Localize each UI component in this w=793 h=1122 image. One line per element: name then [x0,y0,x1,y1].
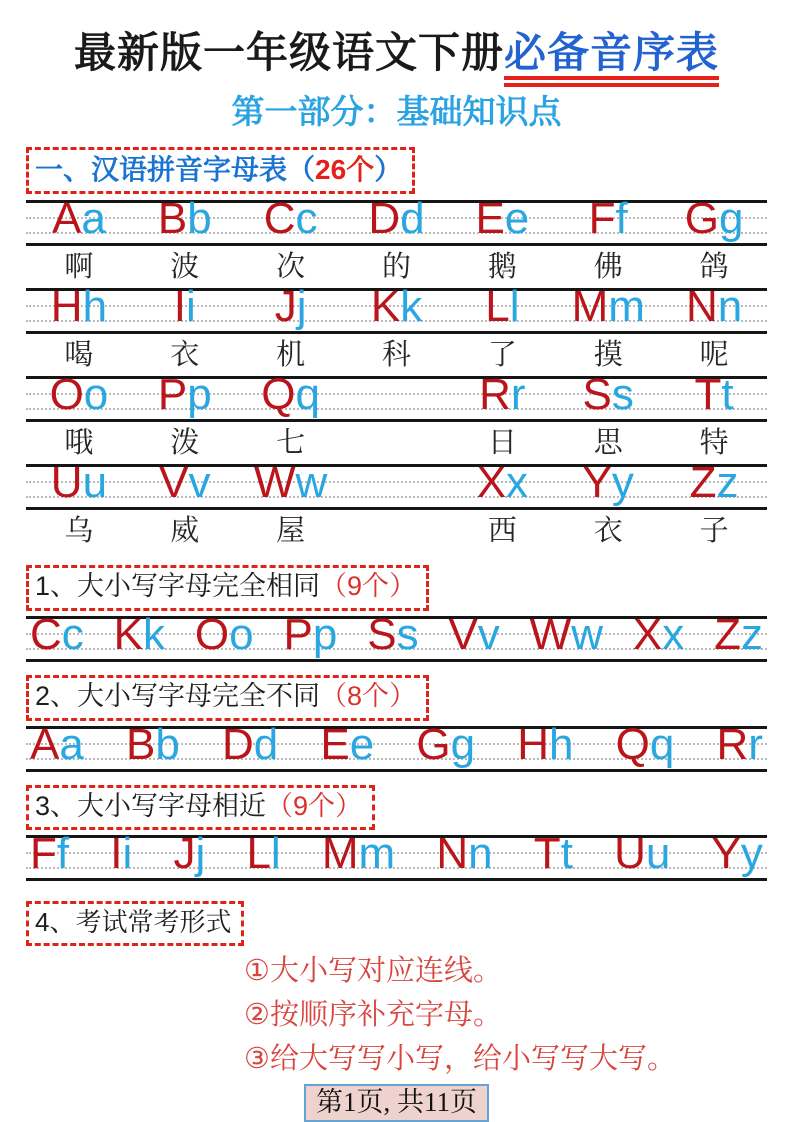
pronunciation-char: 日 [487,427,517,459]
pronunciation-char: 思 [593,427,623,459]
lowercase-letter: d [400,194,425,243]
lowercase-letter: q [649,719,675,769]
letter-pair-Ww [529,609,603,659]
letter-pair-Ff [30,829,70,879]
lowercase-letter: l [509,282,520,331]
capital-letter: D [368,194,401,243]
capital-letter: N [685,282,718,331]
page-number-badge: 第1页, 共11页 [304,1084,489,1122]
letter-pair-Rr [716,719,763,769]
letter-pair-Yy [711,829,763,879]
capital-letter: M [571,282,609,331]
letter-cell [132,194,238,243]
lowercase-letter: h [82,282,108,331]
letter-cell [238,370,344,419]
alphabet-letter-row-1 [26,194,767,246]
lowercase-letter: y [611,458,634,507]
capital-letter: S [367,609,397,659]
lowercase-letter: b [187,194,212,243]
letter-pair-Cc [30,609,84,659]
capital-letter: E [475,194,505,243]
capital-letter: B [157,194,188,243]
pronunciation-row-2 [26,334,767,376]
exam-form-item-3: ③给大写写小写，给小写写大写。 [244,1042,676,1075]
pronunciation-char: 次 [276,251,306,283]
alphabet-letter-row-3 [26,370,767,422]
capital-letter: N [436,829,469,879]
capital-letter: G [684,194,719,243]
capital-letter: U [614,829,646,879]
letter-pair-Ww [254,458,327,507]
lowercase-letter: y [740,829,763,879]
capital-letter: M [321,829,359,879]
letter-cell [555,194,661,243]
section-header-exam-forms: 4、考试常考形式 [26,901,244,946]
capital-letter: U [50,458,83,507]
lowercase-letter: e [504,194,530,243]
pronunciation-char: 波 [170,251,200,283]
section1-count: 26个 [315,154,375,185]
group-letter-row-2 [26,719,767,772]
lowercase-letter: s [396,609,419,659]
lowercase-letter: z [716,458,739,507]
capital-letter: Y [582,458,612,507]
pronunciation-char: 佛 [593,251,623,283]
letter-cell [449,194,555,243]
capital-letter: H [517,719,549,769]
alphabet-letter-row-2 [26,282,767,334]
capital-letter: B [125,719,156,769]
capital-letter: Z [714,609,741,659]
group-paren-open: （ [320,680,348,711]
letter-cell [344,194,450,243]
alphabet-letter-row-4 [26,458,767,510]
section1-paren-close: ） [374,154,403,185]
exam-form-item-2: ②按顺序补充字母。 [244,998,502,1031]
lowercase-letter: s [611,370,634,419]
lowercase-letter: v [477,609,500,659]
letter-cell [449,282,555,331]
pronunciation-char: 了 [487,339,517,371]
lowercase-letter: j [195,829,206,879]
letter-cell [661,282,767,331]
capital-letter: I [173,282,187,331]
capital-letter: J [173,829,196,879]
lowercase-letter: f [615,194,628,243]
group-header-1 [26,565,429,611]
lowercase-letter: k [143,609,166,659]
letter-groups [26,552,767,881]
capital-letter: K [113,609,144,659]
letter-group-1 [26,552,767,662]
capital-letter: T [694,370,722,419]
lowercase-letter: g [718,194,744,243]
letter-pair-Ee [475,194,529,243]
letter-pair-Mm [321,829,396,879]
lowercase-letter: p [187,370,212,419]
pronunciation-char: 科 [382,339,412,371]
letter-pair-Uu [614,829,671,879]
capital-letter: C [30,609,62,659]
letter-pair-Pp [158,370,212,419]
subtitle-part-one: 第一部分：基础知识点 [231,93,562,130]
lowercase-letter: a [81,194,106,243]
letter-cell [555,370,661,419]
group-paren-close: ） [335,790,363,821]
pronunciation-char: 屋 [276,515,306,547]
capital-letter: X [476,458,507,507]
capital-letter: K [370,282,401,331]
pronunciation-char: 衣 [593,515,623,547]
group-paren-open: （ [320,571,348,601]
group-header-2 [26,675,429,721]
letter-pair-Qq [615,719,675,769]
lowercase-letter: b [155,719,180,769]
capital-letter: L [246,829,271,879]
lowercase-letter: p [312,609,338,659]
pronunciation-char: 西 [487,515,517,547]
group-paren-close: ） [389,571,417,601]
letter-pair-Vv [159,458,210,507]
title-text-black: 最新版一年级语文下册 [73,29,504,76]
pronunciation-char: 乌 [64,515,94,547]
letter-pair-Cc [264,194,318,243]
letter-pair-Nn [436,829,493,879]
letter-pair-Ee [320,719,375,769]
pronunciation-char: 机 [276,339,306,371]
pronunciation-char-empty [344,422,450,464]
lowercase-letter: m [358,829,396,879]
letter-group-3 [26,772,767,882]
section1-paren-open: （ [287,154,316,185]
letter-pair-Uu [51,458,107,507]
capital-letter: T [533,829,561,879]
capital-letter: P [283,609,313,659]
letter-pair-Hh [51,282,107,331]
letter-cell [661,458,767,507]
lowercase-letter: h [549,719,574,769]
lowercase-letter: u [82,458,108,507]
letter-pair-Dd [368,194,424,243]
capital-letter: F [30,829,57,879]
lowercase-letter: c [295,194,318,243]
letter-cell [449,370,555,419]
lowercase-letter: v [188,458,211,507]
group-label: 3、大小写字母相近 [35,790,267,821]
letter-cell [344,467,450,507]
letter-pair-Gg [416,719,476,769]
letter-cell [555,458,661,507]
group-paren-open: （ [266,790,294,821]
letter-pair-Bb [125,719,180,769]
lowercase-letter: t [560,829,573,879]
lowercase-letter: c [61,609,84,659]
capital-letter: H [50,282,83,331]
pronunciation-row-3 [26,422,767,464]
lowercase-letter: g [450,719,476,769]
letter-pair-Bb [158,194,212,243]
capital-letter: Z [689,458,717,507]
letter-pair-Dd [221,719,279,769]
pronunciation-char: 特 [699,427,729,459]
page-title [26,28,767,78]
lowercase-letter: o [83,370,109,419]
pronunciation-char: 呢 [699,339,729,371]
letter-pair-Ii [174,282,196,331]
letter-cell [344,379,450,419]
lowercase-letter: t [721,370,734,419]
letter-cell [26,194,132,243]
letter-pair-Xx [632,609,685,659]
group-label: 2、大小写字母完全不同 [35,680,321,711]
letter-pair-Kk [371,282,422,331]
lowercase-letter: n [717,282,743,331]
letter-pair-Kk [113,609,166,659]
letter-cell [449,458,555,507]
lowercase-letter: u [645,829,671,879]
lowercase-letter: x [662,609,685,659]
pronunciation-char: 喝 [64,339,94,371]
letter-cell [661,370,767,419]
pronunciation-char: 七 [276,427,306,459]
letter-pair-Ss [583,370,634,419]
lowercase-letter: r [510,370,526,419]
section1-label: 一、汉语拼音字母表 [35,154,288,185]
capital-letter: A [52,194,82,243]
letter-cell [132,458,238,507]
capital-letter: A [30,719,60,769]
pronunciation-char: 威 [170,515,200,547]
group-count: 9个 [347,571,390,601]
letter-pair-Vv [448,609,500,659]
pronunciation-char: 鸽 [699,251,729,283]
capital-letter: V [448,609,478,659]
letter-cell [238,282,344,331]
group-count: 8个 [347,680,390,711]
letter-cell [132,282,238,331]
exam-form-item-1: ①大小写对应连线。 [244,954,502,987]
capital-letter: R [716,719,749,769]
letter-cell [26,458,132,507]
letter-pair-Aa [52,194,106,243]
letter-pair-Hh [517,719,574,769]
letter-pair-Zz [714,609,763,659]
lowercase-letter: a [59,719,84,769]
letter-group-2 [26,662,767,772]
letter-pair-Yy [583,458,634,507]
capital-letter: E [320,719,350,769]
letter-pair-Tt [695,370,734,419]
letter-pair-Rr [479,370,525,419]
letter-pair-Oo [50,370,109,419]
letter-pair-Tt [533,829,573,879]
lowercase-letter: w [571,609,603,659]
capital-letter: F [588,194,616,243]
capital-letter: W [253,458,296,507]
letter-pair-Ff [589,194,628,243]
lowercase-letter: z [740,609,763,659]
section-header-pinyin-alphabet [26,147,415,194]
lowercase-letter: k [400,282,423,331]
letter-pair-Ss [367,609,419,659]
letter-pair-Zz [690,458,739,507]
letter-cell [26,282,132,331]
capital-letter: O [49,370,84,419]
lowercase-letter: w [295,458,328,507]
capital-letter: X [632,609,663,659]
letter-pair-Ll [485,282,519,331]
letter-cell [26,370,132,419]
lowercase-letter: j [296,282,307,331]
pronunciation-char: 泼 [170,427,200,459]
lowercase-letter: n [468,829,493,879]
group-letter-row-3 [26,829,767,881]
letter-pair-Jj [173,829,206,879]
capital-letter: C [263,194,296,243]
capital-letter: Q [615,719,650,769]
pronunciation-char: 鹅 [487,251,517,283]
letter-pair-Xx [477,458,528,507]
group-letter-row-1 [26,609,767,662]
pronunciation-char: 摸 [593,339,623,371]
pronunciation-char-empty [344,510,450,552]
capital-letter: Q [261,370,296,419]
lowercase-letter: x [506,458,529,507]
capital-letter: P [157,370,188,419]
lowercase-letter: i [186,282,196,331]
group-label: 1、大小写字母完全相同 [35,571,321,601]
pronunciation-char: 衣 [170,339,200,371]
title-text-highlighted: 必备音序表 [504,29,719,87]
capital-letter: J [274,282,297,331]
capital-letter: R [479,370,511,419]
pronunciation-char: 啊 [64,251,94,283]
pronunciation-char: 子 [699,515,729,547]
lowercase-letter: r [748,719,763,769]
lowercase-letter: e [349,719,375,769]
letter-pair-Jj [275,282,307,331]
letter-cell [238,458,344,507]
capital-letter: G [416,719,451,769]
letter-pair-Nn [686,282,742,331]
pronunciation-char: 哦 [64,427,94,459]
capital-letter: D [221,719,254,769]
capital-letter: W [529,609,572,659]
capital-letter: I [110,829,123,879]
group-paren-close: ） [389,680,417,711]
lowercase-letter: l [270,829,281,879]
letter-pair-Aa [30,719,84,769]
letter-cell [344,282,450,331]
letter-pair-Ii [110,829,133,879]
letter-pair-Qq [261,370,320,419]
letter-pair-Gg [685,194,744,243]
capital-letter: O [194,609,230,659]
lowercase-letter: o [229,609,254,659]
letter-cell [238,194,344,243]
lowercase-letter: q [295,370,320,419]
lowercase-letter: i [122,829,133,879]
lowercase-letter: d [253,719,279,769]
capital-letter: L [485,282,510,331]
letter-cell [555,282,661,331]
letter-pair-Ll [246,829,281,879]
footer [26,1084,767,1122]
pronunciation-char: 的 [382,251,412,283]
group-header-3 [26,785,375,831]
group-count: 9个 [293,790,336,821]
capital-letter: Y [711,829,741,879]
letter-cell [132,370,238,419]
capital-letter: S [582,370,612,419]
exam-form-list [244,956,767,1075]
capital-letter: V [159,458,189,507]
pinyin-alphabet-table [26,194,767,552]
lowercase-letter: f [56,829,70,879]
letter-cell [661,194,767,243]
lowercase-letter: m [608,282,645,331]
letter-pair-Mm [572,282,645,331]
letter-pair-Oo [194,609,254,659]
letter-pair-Pp [283,609,338,659]
pronunciation-row-4 [26,510,767,552]
